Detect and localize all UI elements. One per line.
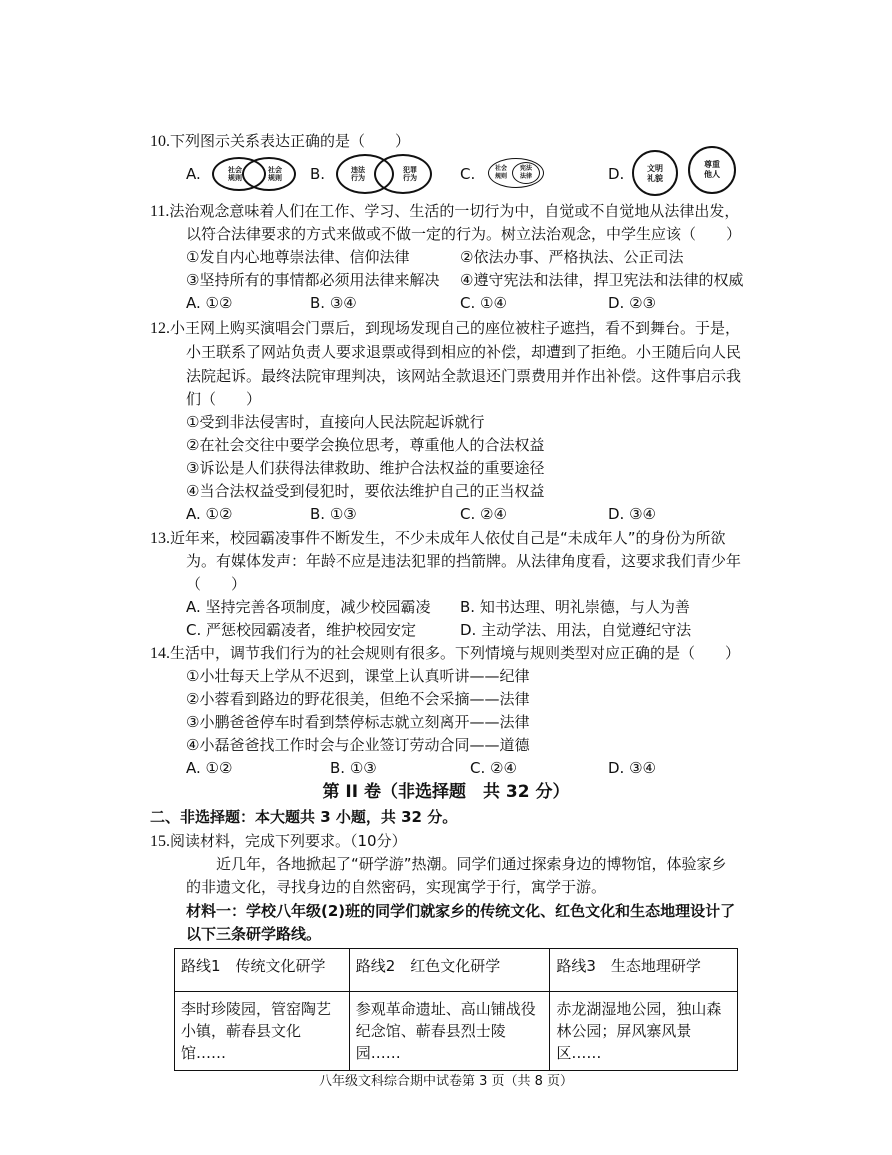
q13-line-2: 为。有媒体发声：年龄不应是违法犯罪的挡箭牌。从法律角度看，这要求我们青少年 <box>186 552 742 570</box>
q10-c-inner-label: 宪法 法律 <box>519 165 532 180</box>
q10-diagram-a <box>212 157 296 191</box>
q14-item-2: ②小蓉看到路边的野花很美，但绝不会采摘——法律 <box>186 690 530 708</box>
q15-material-line-1: 材料一：学校八年级(2)班的同学们就家乡的传统文化、红色文化和生态地理设计了 <box>186 902 736 920</box>
q11-line-1: 11.法治观念意味着人们在工作、学习、生活的一切行为中，自觉或不自觉地从法律出发， <box>150 202 740 220</box>
q10-d-right-label: 尊重 他人 <box>704 160 720 179</box>
q14-choice-b: B. ①③ <box>330 759 377 777</box>
q12-item-4: ④当合法权益受到侵犯时，要依法维护自己的正当权益 <box>186 482 545 500</box>
q15-para-line-1: 近几年，各地掀起了“研学游”热潮。同学们通过探索身边的博物馆，体验家乡 <box>216 855 727 873</box>
q11-item-2: ②依法办事、严格执法、公正司法 <box>460 248 684 266</box>
q10-diagram-b <box>336 154 432 194</box>
q12-choice-b: B. ①③ <box>310 505 357 523</box>
q12-line-3: 法院起诉。最终法院审理判决，该网站全款退还门票费用并作出补偿。这件事启示我 <box>186 367 742 385</box>
q10-option-c-label: C. <box>460 165 476 183</box>
q13-line-1: 13.近年来，校园霸凌事件不断发生，不少未成年人依仗自己是“未成年人”的身份为所欲 <box>150 529 726 547</box>
q14-item-4: ④小磊爸爸找工作时会与企业签订劳动合同——道德 <box>186 736 530 754</box>
route3-header: 路线3 生态地理研学 <box>550 949 738 992</box>
route2-cell: 参观革命遗址、高山铺战役纪念馆、蕲春县烈士陵园…… <box>349 992 550 1071</box>
q10-diagram-c <box>488 158 544 188</box>
q14-choice-a: A. ①② <box>186 759 233 777</box>
q10-a-right-label: 社会 规则 <box>268 166 282 182</box>
q13-choice-d: D. 主动学法、用法，自觉遵纪守法 <box>460 621 692 639</box>
q10-c-outer-label: 社会 规则 <box>494 165 507 180</box>
q11-item-1: ①发自内心地尊崇法律、信仰法律 <box>186 248 410 266</box>
q14-choice-c: C. ②④ <box>470 759 517 777</box>
q10-d-left-label: 文明 礼貌 <box>647 164 663 183</box>
q12-line-2: 小王联系了网站负责人要求退票或得到相应的补偿，却遭到了拒绝。小王随后向人民 <box>186 343 742 361</box>
q12-line-4: 们（ ） <box>186 390 262 408</box>
q10-a-left-label: 社会 规则 <box>228 166 242 182</box>
q15-stem: 15.阅读材料，完成下列要求。（10分） <box>150 832 407 850</box>
q11-item-4: ④遵守宪法和法律，捍卫宪法和法律的权威 <box>460 271 744 289</box>
routes-table <box>174 948 738 1071</box>
q11-item-3: ③坚持所有的事情都必须用法律来解决 <box>186 271 440 289</box>
q10-option-b-label: B. <box>310 165 326 183</box>
q11-line-2: 以符合法律要求的方式来做或不做一定的行为。树立法治观念，中学生应该（ ） <box>186 225 742 243</box>
q12-choice-a: A. ①② <box>186 505 233 523</box>
q14-item-3: ③小鹏爸爸停车时看到禁停标志就立刻离开——法律 <box>186 713 530 731</box>
q10-stem: 10.下列图示关系表达正确的是（ ） <box>150 132 411 150</box>
q11-choice-c: C. ①④ <box>460 294 507 312</box>
q11-choice-d: D. ②③ <box>608 294 656 312</box>
q15-material-line-2: 以下三条研学路线。 <box>186 925 322 943</box>
q12-item-1: ①受到非法侵害时，直接向人民法院起诉就行 <box>186 413 485 431</box>
q12-choice-d: D. ③④ <box>608 505 656 523</box>
q13-choice-c: C. 严惩校园霸凌者，维护校园安定 <box>186 621 417 639</box>
q14-item-1: ①小壮每天上学从不迟到，课堂上认真听讲——纪律 <box>186 667 530 685</box>
q14-stem: 14.生活中，调节我们行为的社会规则有很多。下列情境与规则类型对应正确的是（ ） <box>150 644 741 662</box>
q10-b-right-label: 犯罪 行为 <box>403 166 417 182</box>
q10-diagram-d <box>632 150 742 196</box>
q12-line-1: 12.小王网上购买演唱会门票后，到现场发现自己的座位被柱子遮挡，看不到舞台。于是， <box>150 319 741 337</box>
route1-header: 路线1 传统文化研学 <box>175 949 350 992</box>
routes-content-row <box>175 992 738 1071</box>
q15-para-line-2: 的非遗文化，寻找身边的自然密码，实现寓学于行，寓学于游。 <box>186 878 607 896</box>
routes-header-row <box>175 949 738 992</box>
q10-option-d-label: D. <box>608 165 625 183</box>
route1-cell: 李时珍陵园，管窑陶艺小镇，蕲春县文化馆…… <box>175 992 350 1071</box>
q11-choice-a: A. ①② <box>186 294 233 312</box>
q12-item-3: ③诉讼是人们获得法律救助、维护合法权益的重要途径 <box>186 459 545 477</box>
q10-option-a-label: A. <box>186 165 201 183</box>
q14-choice-d: D. ③④ <box>608 759 656 777</box>
q13-choice-a: A. 坚持完善各项制度，减少校园霸凌 <box>186 598 431 616</box>
part2-title: 第 II 卷（非选择题 共 32 分） <box>322 782 570 802</box>
route3-cell: 赤龙湖湿地公园，独山森林公园；屏风寨风景区…… <box>550 992 738 1071</box>
route2-header: 路线2 红色文化研学 <box>349 949 550 992</box>
q12-item-2: ②在社会交往中要学会换位思考，尊重他人的合法权益 <box>186 436 545 454</box>
q13-line-3: （ ） <box>186 575 247 593</box>
section2-heading: 二、非选择题：本大题共 3 小题，共 32 分。 <box>150 808 458 826</box>
page-footer: 八年级文科综合期中试卷第 3 页（共 8 页） <box>318 1074 574 1089</box>
q11-choice-b: B. ③④ <box>310 294 357 312</box>
q13-choice-b: B. 知书达理、明礼崇德，与人为善 <box>460 598 690 616</box>
q12-choice-c: C. ②④ <box>460 505 507 523</box>
q10-b-left-label: 违法 行为 <box>351 166 365 182</box>
